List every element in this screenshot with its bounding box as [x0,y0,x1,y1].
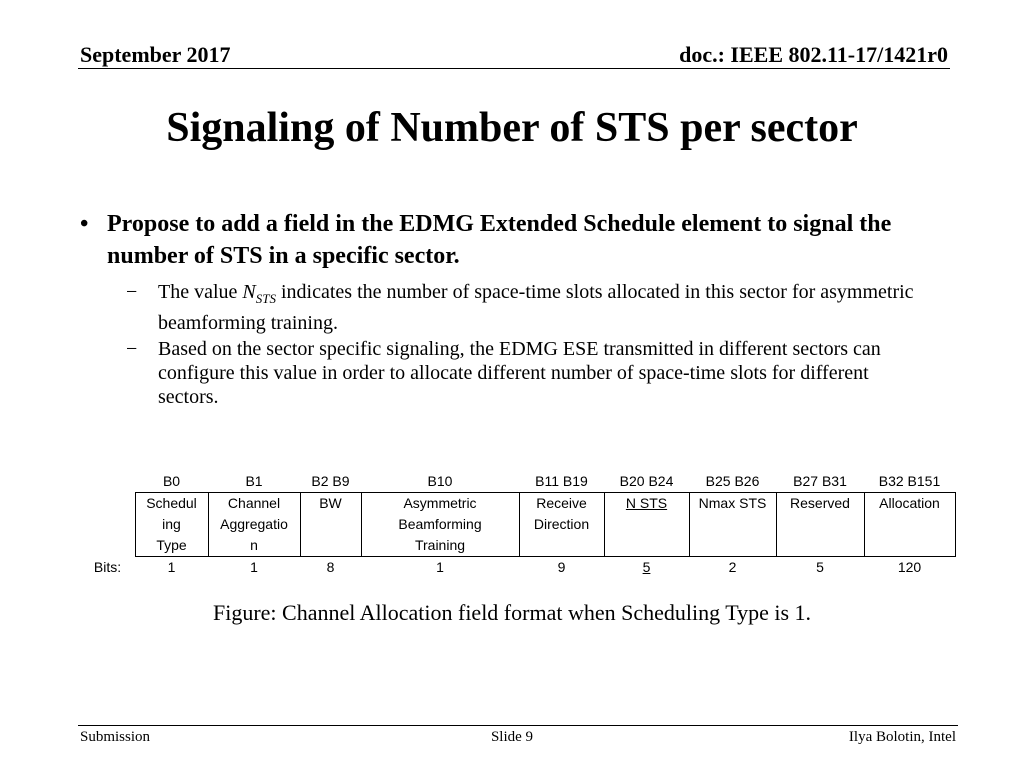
field-name-line: Type [156,537,187,553]
bit-count-cell: 2 [728,559,737,575]
field-name-cell [208,493,300,557]
field-name-line: Asymmetric [403,495,477,511]
nsts-variable: $N_{STS}$ [242,281,276,306]
field-name-line: Aggregatio [220,516,288,532]
field-name-cell [361,493,519,557]
sub-bullet-nsts-text [158,280,926,335]
field-name-line: Schedul [146,495,197,511]
bit-count-cell: 1 [436,559,444,575]
bit-count-cell: 9 [557,559,566,575]
bit-count-cell: 1 [167,559,176,575]
field-name-cell [519,493,604,557]
field-name-line: N STS [625,495,668,511]
sub1-prefix: The value [158,281,243,303]
footer-submission: Submission [80,729,151,745]
bit-range-cell: B2 B9 [311,473,350,489]
header-date: September 2017 [80,42,231,67]
bit-range-cell: B1 [245,473,263,489]
field-name-line: ing [162,516,181,532]
bit-range-cell: B0 [162,473,181,489]
dash-icon: − [126,338,138,360]
bit-count-cell: 5 [816,559,824,575]
fields-header-spacer [80,493,135,557]
field-name-line: Receive [536,495,587,511]
bit-range-cell: B10 [427,473,453,489]
footer-divider [78,725,958,726]
dash-icon: − [126,281,138,303]
header-doc-id: doc.: IEEE 802.11-17/1421r0 [679,42,948,67]
field-name-cell [604,493,689,557]
field-name-line: Beamforming [398,516,482,532]
field-name-line: n [250,537,258,553]
field-name-line: Nmax STS [698,495,767,511]
field-name-cell [864,493,955,557]
sub-bullet-sector-text: Based on the sector specific signaling, the EDMG ESE transmitted in different sectors can configure this value in order to allocate different number of space-time slots for different sectors. [158,338,881,408]
bit-count-cell: 5 [642,559,651,575]
field-name-line: BW [319,495,342,511]
footer-slide-number: Slide 9 [490,729,534,745]
field-name-cell [300,493,361,557]
slide-title: Signaling of Number of STS per sector [166,105,858,151]
sub-bullet-nsts [126,280,926,335]
footer-author: Ilya Bolotin, Intel [848,729,956,745]
bit-range-cell: B25 B26 [705,473,760,489]
field-name-cell [135,493,208,557]
sub-bullet-sector [126,337,926,409]
figure-caption: Figure: Channel Allocation field format when Scheduling Type is 1. [212,600,812,625]
sub1-suffix: indicates the number of space-time slots allocated in this sector for asymmetric beamforming training. [158,281,914,334]
bit-range-cell: B27 B31 [793,473,847,489]
field-name-line: Allocation [879,495,940,511]
bit-range-cell: B20 B24 [619,473,674,489]
bit-count-cell: 8 [326,559,335,575]
main-bullet-text: Propose to add a field in the EDMG Extended Schedule element to signal the number of STS in a specific sector. [107,211,892,269]
bit-count-cell: 1 [250,559,258,575]
bullet-dot-icon: • [80,211,89,237]
field-name-cell [776,493,864,557]
field-name-line: Direction [533,516,590,532]
bits-header-spacer [80,471,135,493]
bit-count-cell: 120 [897,559,922,575]
field-name-line: Reserved [790,495,850,511]
bits-label: Bits: [93,558,122,575]
bit-range-cell: B11 B19 [535,473,588,489]
field-name-line: Channel [227,495,281,511]
main-bullet [80,208,930,272]
field-name-line: Training [414,537,466,553]
bit-range-cell: B32 B151 [878,473,941,489]
field-name-cell [689,493,776,557]
channel-allocation-table [80,471,956,578]
header-divider [78,68,950,69]
